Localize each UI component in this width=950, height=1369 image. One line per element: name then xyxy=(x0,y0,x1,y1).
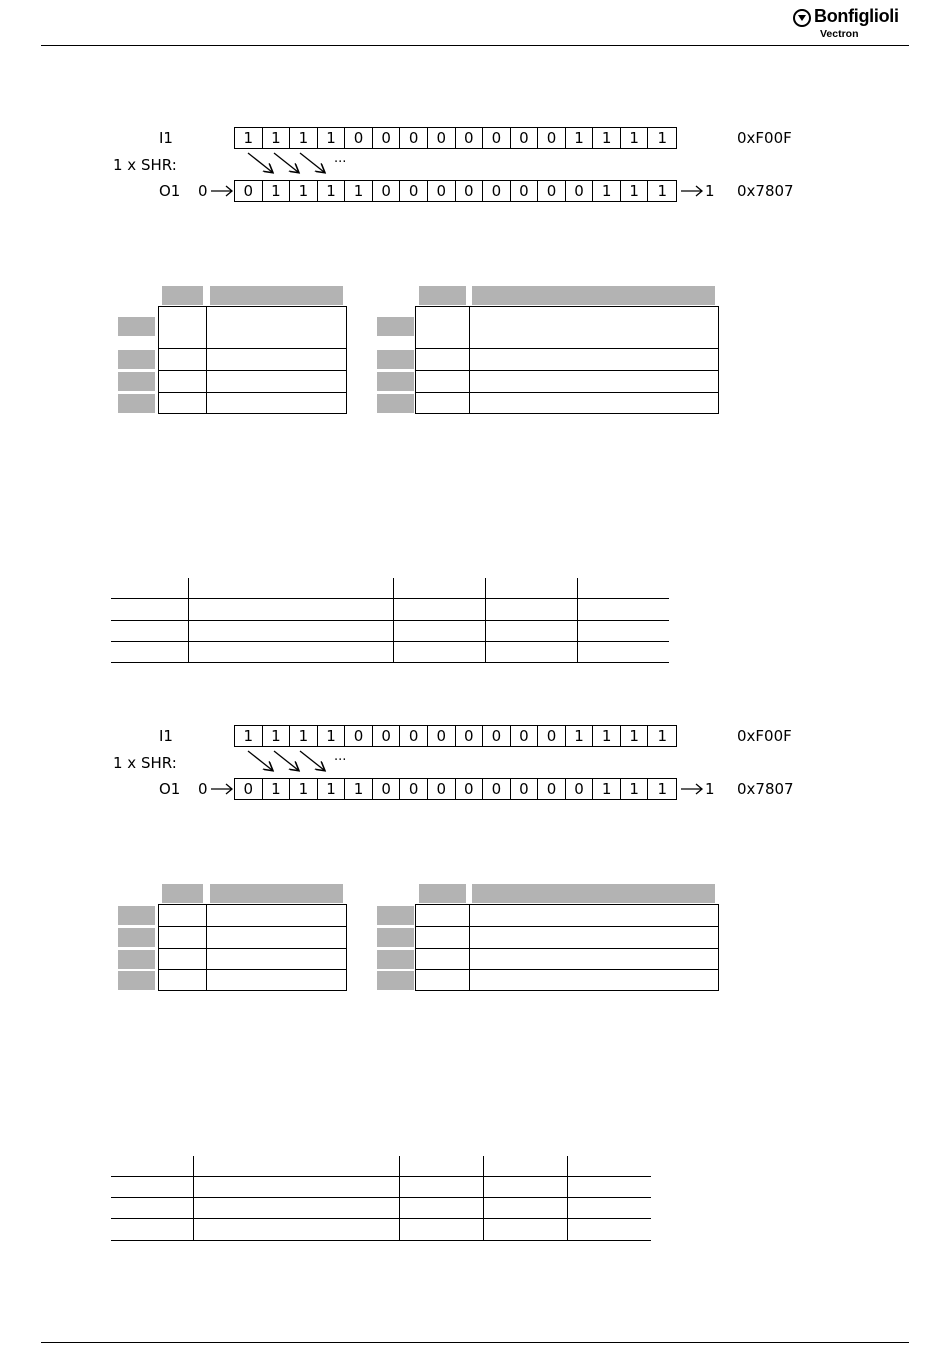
bit-cell: 0 xyxy=(373,726,401,746)
table-cell xyxy=(206,370,347,393)
shift-diagram-2 xyxy=(0,724,950,804)
table-divider xyxy=(577,578,578,662)
bit-cell: 0 xyxy=(456,128,484,148)
bit-cell: 0 xyxy=(235,181,263,201)
bit-cell: 0 xyxy=(483,128,511,148)
bit-cell: 1 xyxy=(318,128,346,148)
table-cell xyxy=(415,904,470,927)
operation-label: 1 x SHR: xyxy=(113,754,177,772)
bonfiglioli-logo-icon xyxy=(793,9,811,27)
bit-cell: 1 xyxy=(263,726,291,746)
shift-out-value: 1 xyxy=(705,182,715,200)
shift-in-arrow-icon xyxy=(210,782,234,796)
bit-cell: 0 xyxy=(538,726,566,746)
row-header xyxy=(118,350,155,369)
table-cell xyxy=(206,392,347,414)
bit-cell: 1 xyxy=(657,780,667,798)
bit-cell: 0 xyxy=(345,128,373,148)
bit-cell: 1 xyxy=(593,181,621,201)
output-label: O1 xyxy=(159,780,181,798)
shift-in-value: 0 xyxy=(198,780,208,798)
table-cell xyxy=(469,948,719,970)
row-header xyxy=(377,394,414,413)
table-rule xyxy=(111,598,669,599)
table-cell xyxy=(206,904,347,927)
table-cell xyxy=(206,348,347,371)
row-header xyxy=(118,394,155,413)
bit-cell: 1 xyxy=(345,181,373,201)
bit-cell: 0 xyxy=(483,779,511,799)
table-rule xyxy=(111,1176,651,1177)
bit-cell: 1 xyxy=(657,727,667,745)
bit-cell: 0 xyxy=(538,779,566,799)
bit-cell: 0 xyxy=(428,726,456,746)
bit-cell: 0 xyxy=(400,779,428,799)
footer-rule xyxy=(41,1342,909,1343)
bit-cell: 0 xyxy=(456,181,484,201)
row-header xyxy=(377,971,414,990)
table-divider xyxy=(393,578,394,662)
bit-cell: 1 xyxy=(290,181,318,201)
bit-cell: 1 xyxy=(263,181,291,201)
input-hex: 0xF00F xyxy=(737,727,792,745)
bit-cell: 0 xyxy=(538,128,566,148)
input-bits xyxy=(234,725,677,747)
table-cell xyxy=(469,904,719,927)
table-rule xyxy=(111,662,669,663)
shift-out-arrow-icon xyxy=(680,184,704,198)
operation-label: 1 x SHR: xyxy=(113,156,177,174)
bit-cell: 1 xyxy=(657,129,667,147)
row-header xyxy=(377,350,414,369)
bit-cell: 0 xyxy=(456,726,484,746)
table-header-cell xyxy=(162,884,203,903)
table-cell xyxy=(415,370,470,393)
bit-cell: 1 xyxy=(318,779,346,799)
table-header-cell xyxy=(472,884,715,903)
bit-cell: 0 xyxy=(428,779,456,799)
bit-cell: 1 xyxy=(263,128,291,148)
input-label: I1 xyxy=(159,727,173,745)
shift-arrows-icon xyxy=(246,151,331,177)
table-cell xyxy=(415,306,470,349)
brand-name: Bonfiglioli xyxy=(814,6,899,26)
bit-cell: 1 xyxy=(593,128,621,148)
table-cell xyxy=(158,392,207,414)
bit-cell: 0 xyxy=(373,128,401,148)
table-divider xyxy=(567,1156,568,1240)
bit-cell: 0 xyxy=(511,128,539,148)
table-header-cell xyxy=(162,286,203,305)
bit-cell: 1 xyxy=(318,181,346,201)
bit-cell: 1 xyxy=(593,779,621,799)
bit-cell: 1 xyxy=(566,128,594,148)
bit-cell: 1 xyxy=(290,779,318,799)
row-header xyxy=(118,317,155,336)
table-cell xyxy=(206,306,347,349)
row-header xyxy=(118,950,155,969)
bit-cell: 1 xyxy=(621,181,649,201)
bit-cell: 1 xyxy=(621,726,649,746)
table-cell xyxy=(158,969,207,991)
bit-cell: 0 xyxy=(511,779,539,799)
table-cell xyxy=(206,969,347,991)
table-cell xyxy=(469,306,719,349)
bit-cell: 0 xyxy=(428,181,456,201)
output-hex: 0x7807 xyxy=(737,182,794,200)
bit-cell: 0 xyxy=(483,726,511,746)
output-bits xyxy=(234,180,677,202)
shift-diagram-1 xyxy=(0,126,950,206)
table-cell xyxy=(415,926,470,949)
table-rule xyxy=(111,1197,651,1198)
shift-in-value: 0 xyxy=(198,182,208,200)
bit-cell: 1 xyxy=(290,128,318,148)
row-header xyxy=(118,971,155,990)
row-header xyxy=(377,950,414,969)
bit-cell: 0 xyxy=(511,181,539,201)
brand-sub: Vectron xyxy=(820,28,859,40)
input-hex: 0xF00F xyxy=(737,129,792,147)
table-cell xyxy=(415,392,470,414)
row-header xyxy=(377,906,414,925)
bit-cell: 1 xyxy=(593,726,621,746)
table-rule xyxy=(111,620,669,621)
shift-in-arrow-icon xyxy=(210,184,234,198)
bit-cell: 0 xyxy=(511,726,539,746)
bit-cell: 1 xyxy=(235,726,263,746)
bit-cell: 1 xyxy=(621,779,649,799)
shift-arrows-icon xyxy=(246,749,331,775)
table-cell xyxy=(415,948,470,970)
table-cell xyxy=(206,926,347,949)
row-header xyxy=(118,928,155,947)
table-header-cell xyxy=(419,286,466,305)
bit-cell: 0 xyxy=(566,779,594,799)
bit-cell: 1 xyxy=(318,726,346,746)
bit-cell: 1 xyxy=(263,779,291,799)
header-rule xyxy=(41,45,909,46)
table-divider xyxy=(483,1156,484,1240)
row-header xyxy=(118,372,155,391)
shift-out-arrow-icon xyxy=(680,782,704,796)
table-cell xyxy=(158,306,207,349)
bit-cell: 1 xyxy=(621,128,649,148)
bit-cell: 0 xyxy=(373,181,401,201)
table-divider xyxy=(193,1156,194,1240)
table-cell xyxy=(469,370,719,393)
bit-cell: 1 xyxy=(290,726,318,746)
output-hex: 0x7807 xyxy=(737,780,794,798)
bit-cell: 0 xyxy=(566,181,594,201)
table-cell xyxy=(158,370,207,393)
table-cell xyxy=(469,348,719,371)
table-divider xyxy=(188,578,189,662)
table-divider xyxy=(399,1156,400,1240)
table-cell xyxy=(415,348,470,371)
bit-cell: 0 xyxy=(428,128,456,148)
table-cell xyxy=(158,904,207,927)
bit-cell: 1 xyxy=(345,779,373,799)
table-rule xyxy=(111,1240,651,1241)
bit-cell: 0 xyxy=(400,726,428,746)
shift-out-value: 1 xyxy=(705,780,715,798)
table-cell xyxy=(158,348,207,371)
table-cell xyxy=(469,969,719,991)
bit-cell: 1 xyxy=(566,726,594,746)
table-cell xyxy=(206,948,347,970)
bit-cell: 0 xyxy=(456,779,484,799)
table-header-cell xyxy=(210,884,343,903)
ellipsis: ... xyxy=(334,749,347,764)
bit-cell: 0 xyxy=(373,779,401,799)
bit-cell: 0 xyxy=(538,181,566,201)
ellipsis: ... xyxy=(334,151,347,166)
input-bits xyxy=(234,127,677,149)
table-cell xyxy=(469,392,719,414)
bit-cell: 0 xyxy=(345,726,373,746)
output-label: O1 xyxy=(159,182,181,200)
brand-logo xyxy=(793,8,911,44)
table-cell xyxy=(158,948,207,970)
table-divider xyxy=(485,578,486,662)
input-label: I1 xyxy=(159,129,173,147)
row-header xyxy=(118,906,155,925)
table-cell xyxy=(415,969,470,991)
table-rule xyxy=(111,1218,651,1219)
table-header-cell xyxy=(419,884,466,903)
row-header xyxy=(377,372,414,391)
table-rule xyxy=(111,641,669,642)
bit-cell: 0 xyxy=(483,181,511,201)
output-bits xyxy=(234,778,677,800)
bit-cell: 0 xyxy=(235,779,263,799)
table-header-cell xyxy=(472,286,715,305)
table-cell xyxy=(158,926,207,949)
bit-cell: 0 xyxy=(400,128,428,148)
bit-cell: 1 xyxy=(657,182,667,200)
bit-cell: 1 xyxy=(235,128,263,148)
table-header-cell xyxy=(210,286,343,305)
row-header xyxy=(377,928,414,947)
bit-cell: 0 xyxy=(400,181,428,201)
table-cell xyxy=(469,926,719,949)
row-header xyxy=(377,317,414,336)
